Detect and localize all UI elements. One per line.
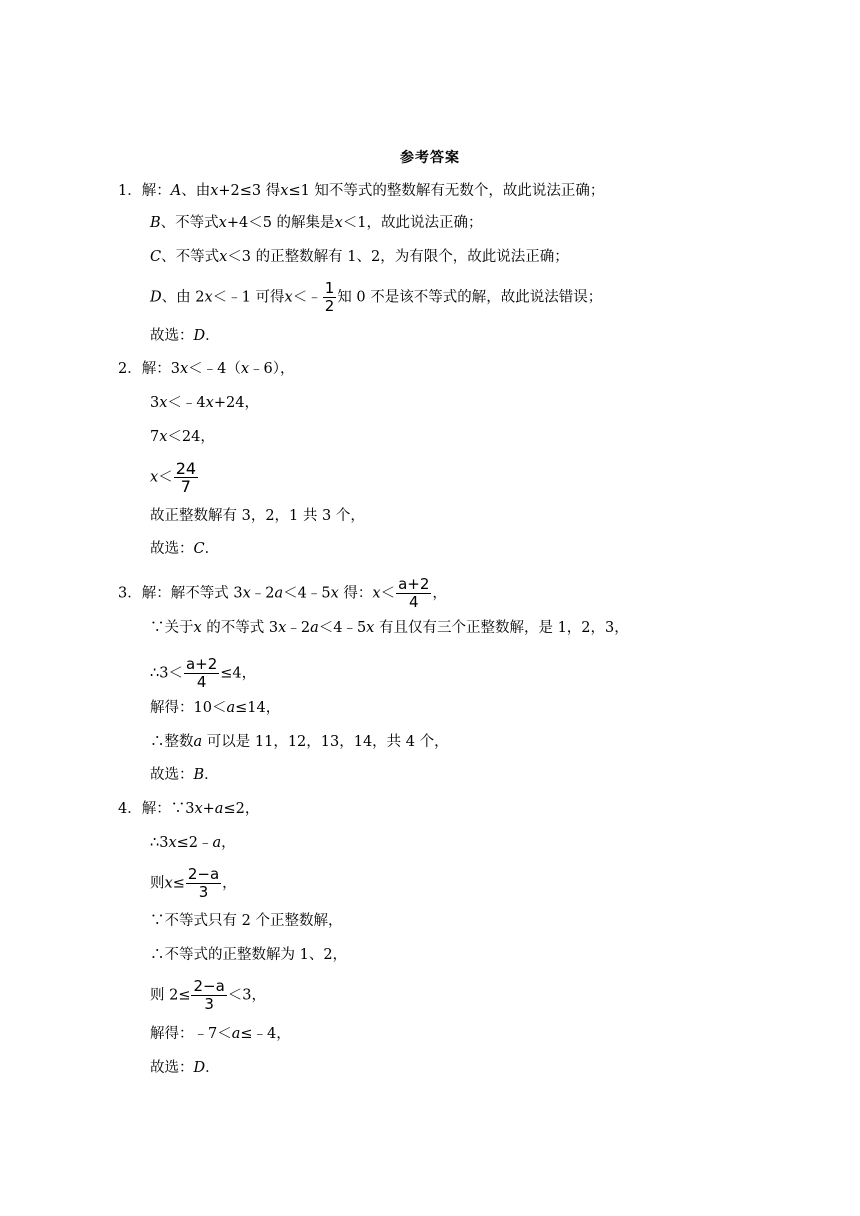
q2-answer: 故选：C． [150, 541, 220, 557]
q3-line-4: 解得：10＜a≤14， [150, 700, 281, 716]
q1-answer: 故选：D． [150, 328, 220, 344]
q1-line-a: 1．解：A、由x+2≤3 得x≤1 知不等式的整数解有无数个，故此说法正确； [118, 183, 605, 199]
q2-line-1: 2．解：3x＜﹣4（x﹣6）， [118, 361, 295, 377]
q4-line-1: 4．解：∵3x+a≤2， [118, 801, 260, 817]
q2-line-2: 3x＜﹣4x+24， [150, 395, 259, 411]
q4-answer: 故选：D． [150, 1060, 220, 1076]
q4-line-2: ∴3x≤2﹣a， [150, 835, 236, 851]
fraction: $\frac{1}{2}$ [324, 279, 335, 315]
q2-line-5: 故正整数解有 3，2，1 共 3 个， [150, 508, 365, 524]
q4-line-6: 则 2≤ $\frac{2-a}{3}$ ＜3， [150, 977, 267, 1013]
q3-line-2: ∵关于x 的不等式 3x﹣2a＜4﹣5x 有且仅有三个正整数解，是 1，2，3， [150, 620, 629, 636]
fraction: $\frac{2-a}{3}$ [193, 977, 225, 1013]
q4-line-4: ∵不等式只有 2 个正整数解， [150, 913, 343, 929]
q4-line-3: 则x≤ $\frac{2-a}{3}$ ， [150, 865, 237, 901]
q1-line-c: C、不等式x＜3 的正整数解有 1、2，为有限个，故此说法正确； [150, 249, 569, 265]
q1-line-d: D、由 2x＜﹣1 可得x＜﹣ $\frac{1}{2}$ 知 0 不是该不等式的解，故此说法错误； [150, 279, 603, 315]
q2-line-3: 7x＜24， [150, 429, 215, 445]
q1-line-b: B、不等式x+4＜5 的解集是x＜1，故此说法正确； [150, 215, 483, 231]
fraction: $\frac{24}{7}$ [175, 459, 197, 496]
q3-line-1: 3．解：解不等式 3x﹣2a＜4﹣5x 得：x＜ $\frac{a+2}{4}$ ， [118, 575, 447, 611]
q4-line-7: 解得：﹣7＜a≤﹣4， [150, 1026, 291, 1042]
page-title: 参考答案 [400, 150, 460, 166]
fraction: $\frac{2-a}{3}$ [187, 865, 220, 901]
q2-line-4: x＜ $\frac{24}{7}$ [150, 459, 197, 496]
q4-line-5: ∴不等式的正整数解为 1、2， [150, 947, 348, 963]
fraction: $\frac{a+2}{4}$ [185, 655, 218, 691]
fraction: $\frac{a+2}{4}$ [398, 575, 430, 611]
q3-answer: 故选：B． [150, 767, 219, 783]
q3-line-5: ∴整数a 可以是 11，12，13，14，共 4 个， [150, 734, 449, 750]
q3-line-3: ∴3＜ $\frac{a+2}{4}$ ≤4， [150, 655, 257, 691]
